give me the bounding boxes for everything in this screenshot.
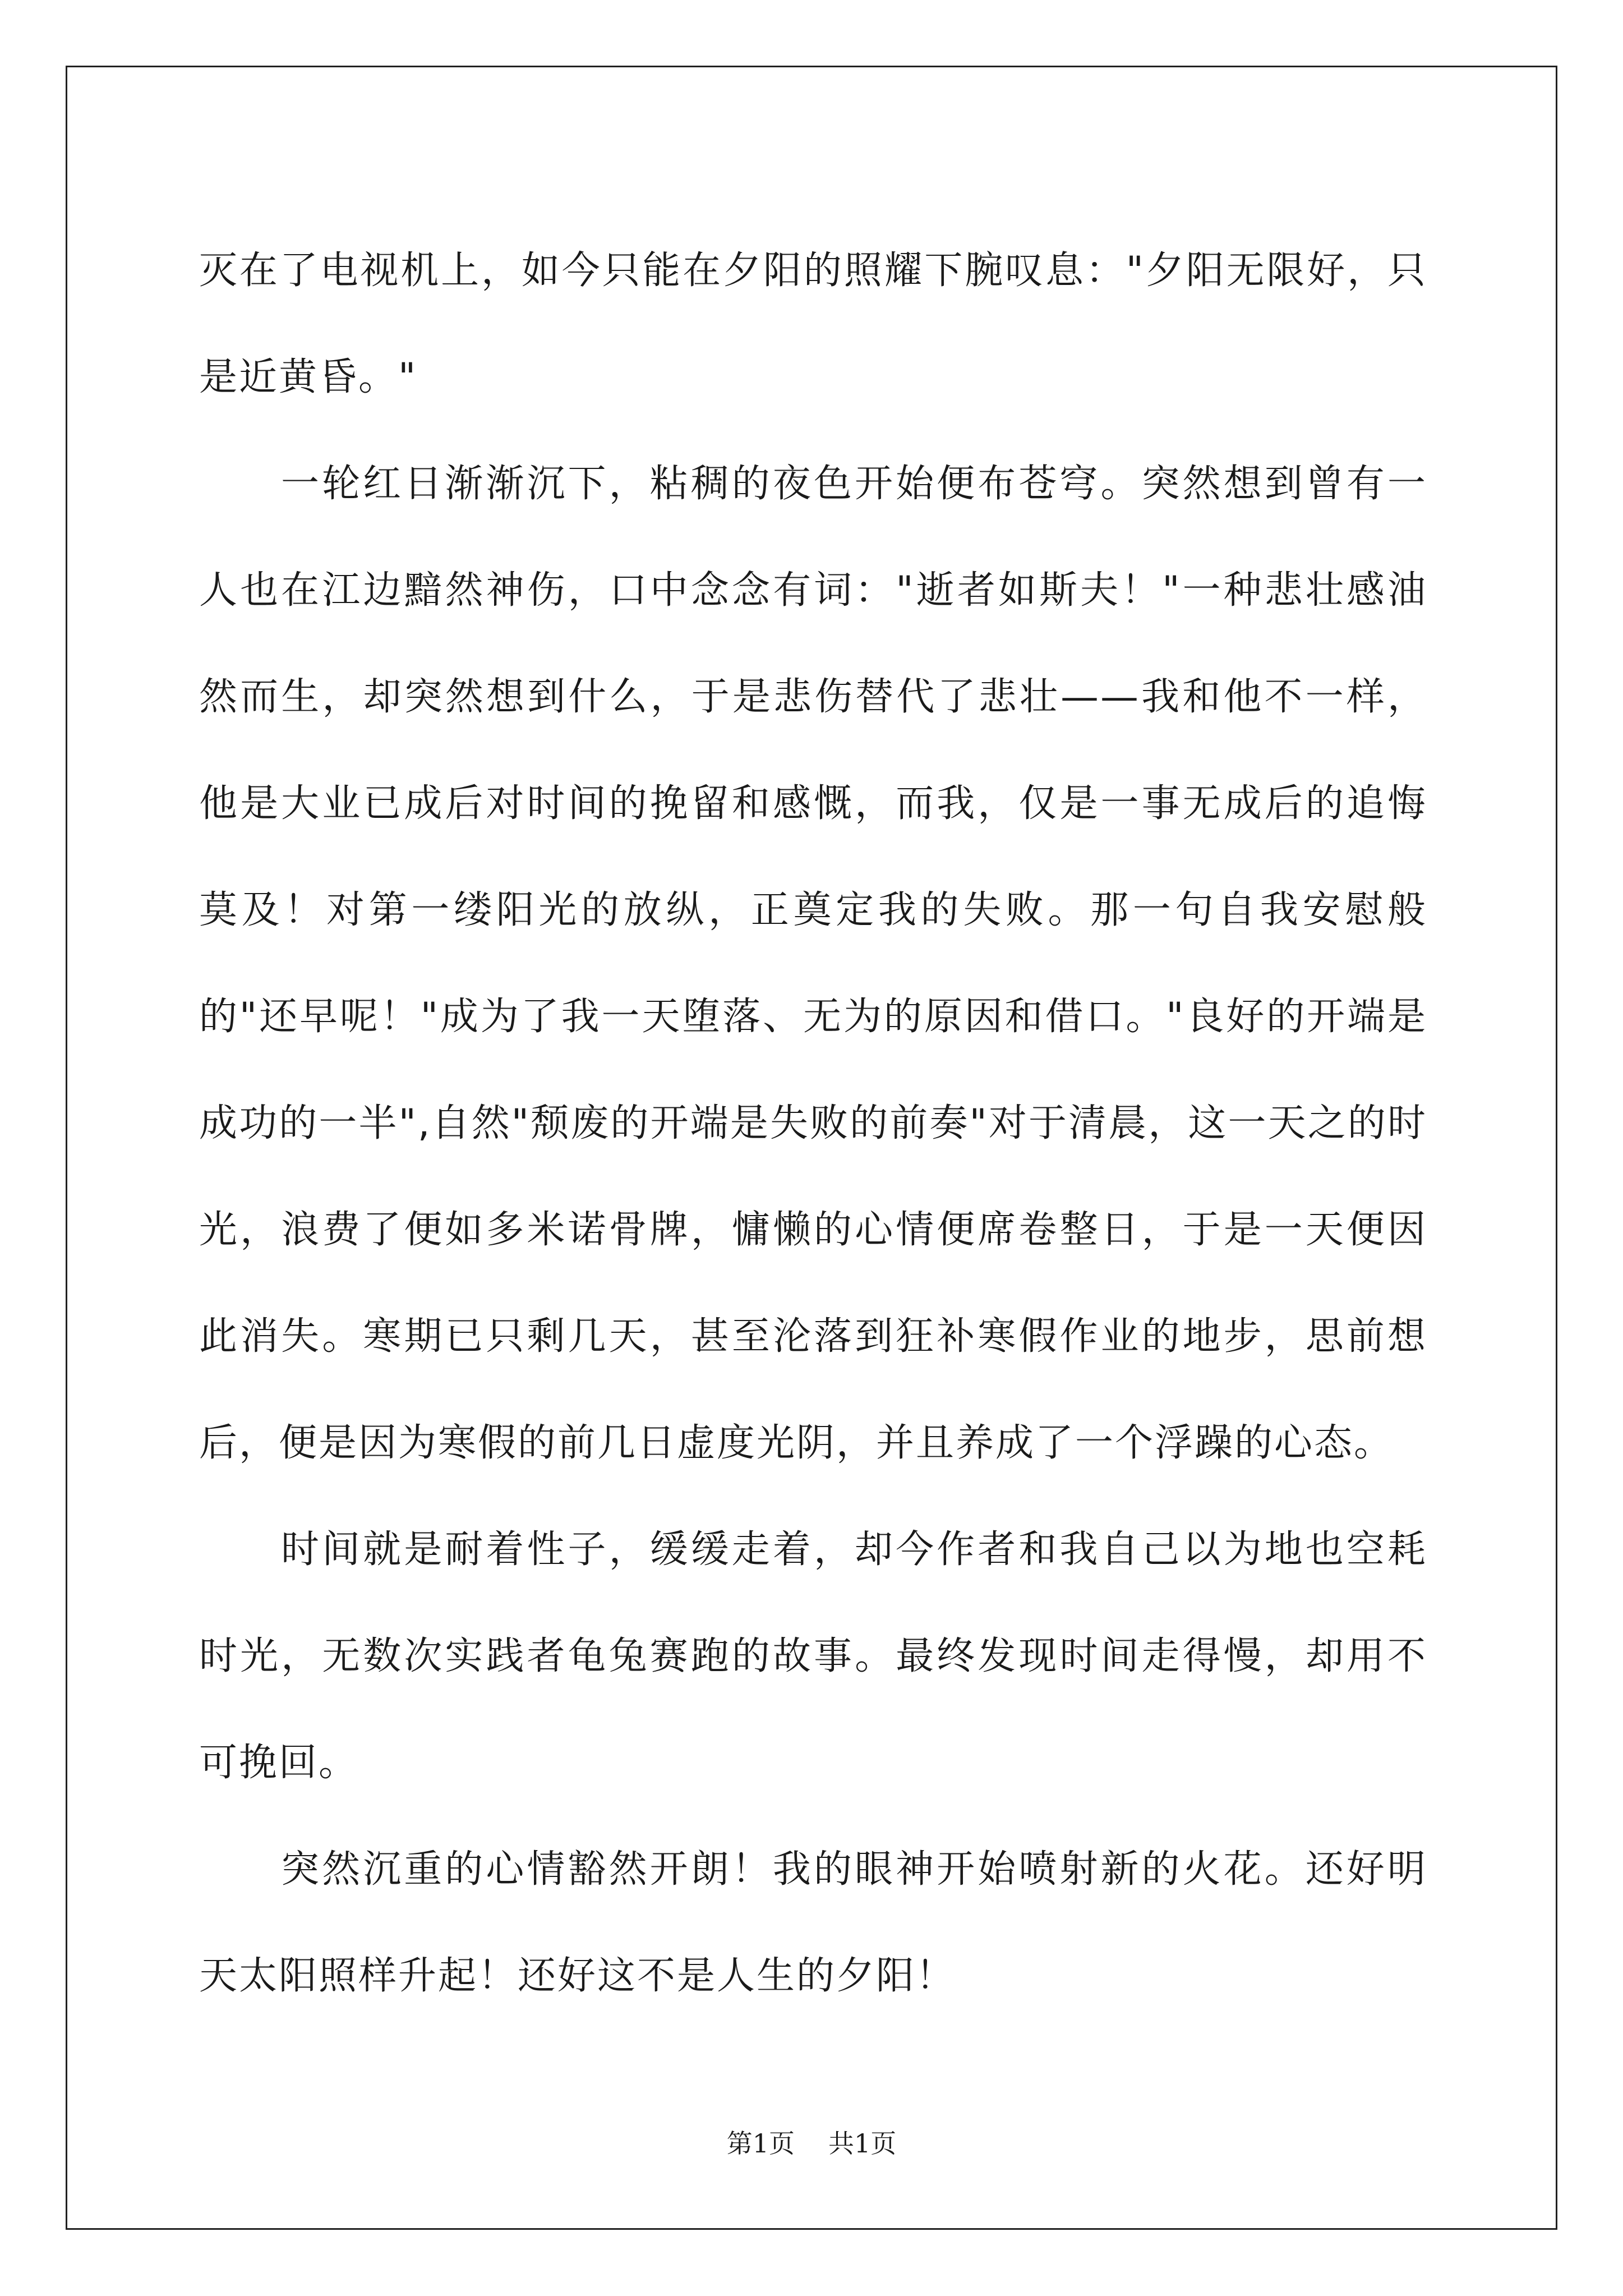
paragraph-2: 一轮红日渐渐沉下，粘稠的夜色开始便布苍穹。突然想到曾有一人也在江边黯然神伤，口中念念有词："逝者如斯夫！"一种悲壮感油然而生，却突然想到什么，于是悲伤替代了悲壮——我和他不一样，他是大业已成后对时间的挽留和感慨，而我，仅是一事无成后的追悔莫及！对第一缕阳光的放纵，正奠定我的失败。那一句自我安慰般的"还早呢！"成为了我一天堕落、无为的原因和借口。"良好的开端是成功的一半",自然"颓废的开端是失败的前奏"对于清晨，这一天之的时光，浪费了便如多米诺骨牌，慵懒的心情便席卷整日，于是一天便因此消失。寒期已只剩几天，甚至沦落到狂补寒假作业的地步，思前想后，便是因为寒假的前几日虚度光阴，并且养成了一个浮躁的心态。 xyxy=(199,462,1427,1465)
paragraph-3: 时间就是耐着性子，缓缓走着，却今作者和我自己以为地也空耗时光，无数次实践者龟兔赛跑的故事。最终发现时间走得慢，却用不可挽回。 xyxy=(199,1527,1427,1785)
document-body xyxy=(199,218,1427,2030)
page-footer xyxy=(0,2123,1623,2160)
page-number: 第1页 xyxy=(726,2128,795,2159)
paragraph-4: 突然沉重的心情豁然开朗！我的眼神开始喷射新的火花。还好明天太阳照样升起！还好这不是人生的夕阳！ xyxy=(199,1847,1427,1998)
paragraph-1: 灭在了电视机上，如今只能在夕阳的照耀下腕叹息："夕阳无限好，只是近黄昏。" xyxy=(199,249,1427,399)
page-total: 共1页 xyxy=(828,2128,897,2159)
